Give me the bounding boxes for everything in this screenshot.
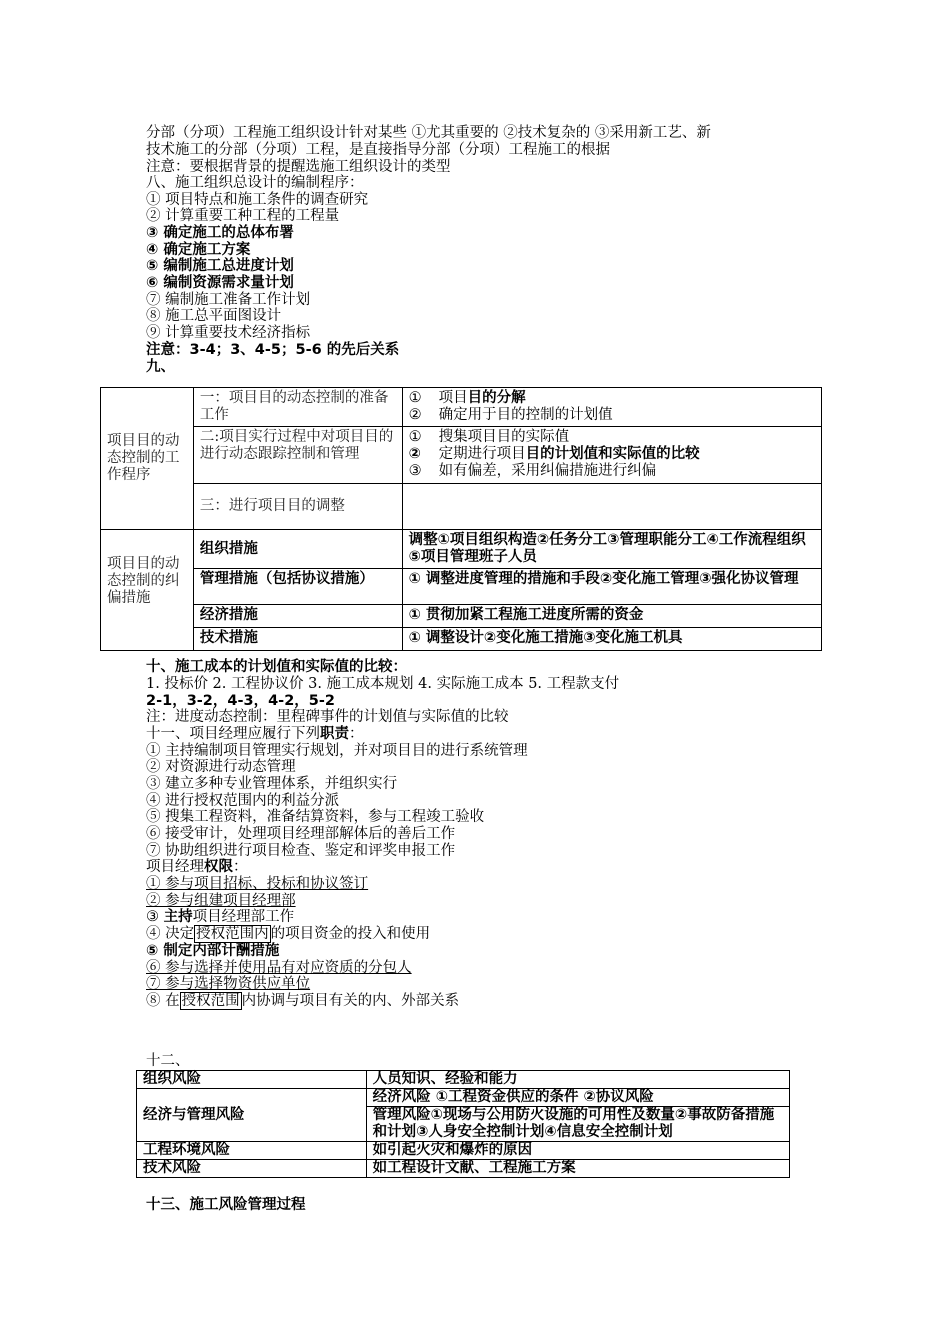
authority-item: ⑤ 制定内部计酬措施 [146,943,280,959]
intro-note: 注意：要根据背景的提醒选施工组织设计的类型 [146,159,451,175]
measure-label: 技术措施 [193,628,402,651]
step-label: 一：项目目的动态控制的准备工作 [193,388,402,427]
section-12-table [136,1070,790,1178]
risk-desc: 管理风险①现场与公用防火设施的可用性及数量②事故防备措施和计划③人身安全控制计划④信息安全控制计划 [366,1107,789,1142]
duty-item: ④ 进行授权范围内的利益分派 [146,793,340,809]
duty-item: ③ 建立多种专业管理体系，并组织实行 [146,776,398,792]
measure-label: 管理措施（包括协议措施） [193,569,402,605]
measure-content: ① 贯彻加紧工程施工进度所需的资金 [402,605,821,628]
authority-item: ⑥ 参与选择并使用品有对应资质的分包人 [146,960,412,976]
authority-item: ⑧ 在 授权范围 内协调与项目有关的内、外部关系 [146,993,460,1009]
s8-item: ⑤ 编制施工总进度计划 [146,258,294,274]
s10-pairs: 2-1，3-2，4-3，4-2，5-2 [146,693,335,709]
group-label: 项目目的动态控制的工作程序 [101,388,194,530]
s8-item: ② 计算重要工种工程的工程量 [146,208,340,224]
s8-item: ① 项目特点和施工条件的调查研究 [146,192,369,208]
section-11-title: 十一、项目经理应履行下列职责： [146,726,364,742]
duty-item: ② 对资源进行动态管理 [146,759,296,775]
measure-label: 组织措施 [193,530,402,569]
measure-content: ① 调整设计②变化施工措施③变化施工机具 [402,628,821,651]
measure-content: ① 调整进度管理的措施和手段②变化施工管理③强化协议管理 [402,569,821,605]
intro-line-2: 技术施工的分部（分项）工程，是直接指导分部（分项）工程施工的根据 [146,142,610,158]
group-label: 项目目的动态控制的纠偏措施 [101,530,194,651]
authority-item: ⑦ 参与选择物资供应单位 [146,976,311,992]
authority-item: ③ 主持项目经理部工作 [146,909,295,925]
s10-line: 1. 投标价 2. 工程协议价 3. 施工成本规划 4. 实际施工成本 5. 工程款支付 [146,676,620,692]
duty-item: ① 主持编制项目管理实行规划，并对项目目的进行系统管理 [146,743,528,759]
step-label: 三：进行项目目的调整 [193,484,402,530]
duty-item: ⑤ 搜集工程资料，准备结算资料，参与工程竣工验收 [146,809,485,825]
s8-note: 注意：3-4；3、4-5；5-6 的先后关系 [146,342,400,358]
section-10-title: 十、施工成本的计划值和实际值的比较： [146,659,407,675]
section-8-title: 八、施工组织总设计的编制程序： [146,175,364,191]
measure-label: 经济措施 [193,605,402,628]
section-12-title: 十二、 [146,1053,190,1069]
duty-item: ⑥ 接受审计，处理项目经理部解体后的善后工作 [146,826,456,842]
risk-desc: 如工程设计文献、工程施工方案 [366,1160,789,1178]
intro-line-1: 分部（分项）工程施工组织设计针对某些 ①尤其重要的 ②技术复杂的 ③采用新工艺、新 [146,125,711,141]
risk-type: 组织风险 [137,1071,367,1089]
risk-type: 经济与管理风险 [137,1089,367,1142]
risk-desc: 经济风险 ①工程资金供应的条件 ②协议风险 [366,1089,789,1107]
duty-item: ⑦ 协助组织进行项目检查、鉴定和评奖申报工作 [146,843,456,859]
section-9-title: 九、 [146,359,175,375]
measure-content: 调整①项目组织构造②任务分工③管理职能分工④工作流程组织⑤项目管理班子人员 [402,530,821,569]
authority-item: ④ 决定 授权范围内 的项目资金的投入和使用 [146,926,431,942]
s8-item: ③ 确定施工的总体布署 [146,225,294,241]
s10-note: 注：进度动态控制：里程碑事件的计划值与实际值的比较 [146,709,509,725]
step-label: 二:项目实行过程中对项目目的进行动态跟踪控制和管理 [193,427,402,484]
risk-desc: 如引起火灾和爆炸的原因 [366,1142,789,1160]
section-13-title: 十三、施工风险管理过程 [146,1197,306,1213]
section-9-table [100,387,822,651]
authority-item: ② 参与组建项目经理部 [146,893,296,909]
s8-item: ⑨ 计算重要技术经济指标 [146,325,311,341]
s8-item: ⑦ 编制施工准备工作计划 [146,292,311,308]
s8-item: ⑧ 施工总平面图设计 [146,308,282,324]
step-content [402,484,821,530]
s8-item: ④ 确定施工方案 [146,242,251,258]
risk-type: 工程环境风险 [137,1142,367,1160]
step-content: ① 搜集项目目的实际值 ② 定期进行项目目的计划值和实际值的比较 ③ 如有偏差，采用纠偏措施进行纠偏 [402,427,821,484]
s8-item: ⑥ 编制资源需求量计划 [146,275,294,291]
authority-title: 项目经理权限： [146,859,248,875]
risk-desc: 人员知识、经验和能力 [366,1071,789,1089]
authority-item: ① 参与项目招标、投标和协议签订 [146,876,369,892]
risk-type: 技术风险 [137,1160,367,1178]
step-content: ① 项目目的分解 ② 确定用于目的控制的计划值 [402,388,821,427]
